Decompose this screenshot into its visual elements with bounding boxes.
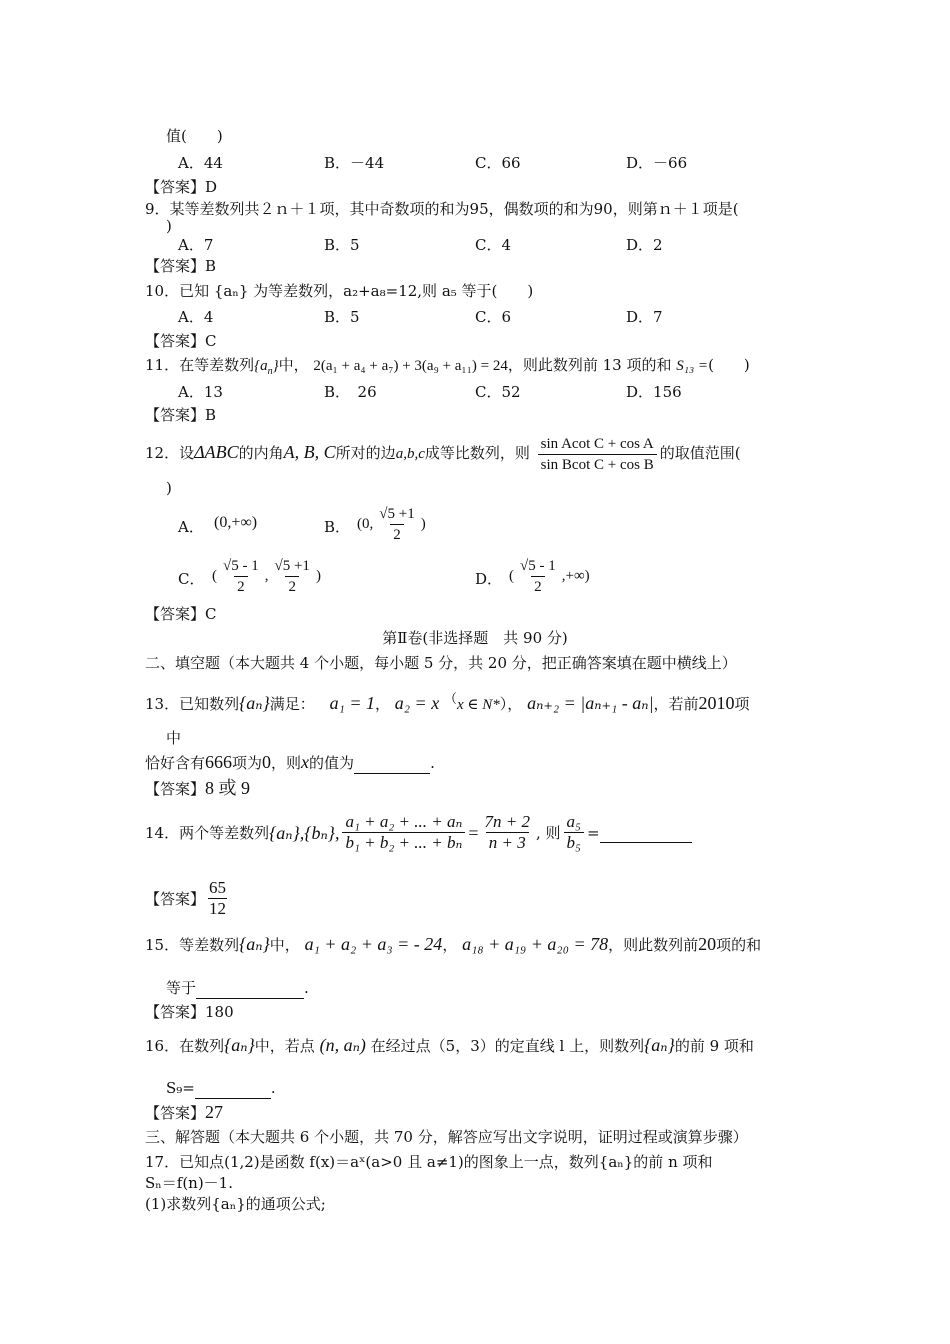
answer-value: B — [205, 406, 217, 424]
q12-option-d-fraction — [517, 556, 559, 597]
q14-t1: , 则 — [536, 823, 561, 842]
q15-t3: 项的和 — [716, 936, 762, 954]
answer-value: 8 或 9 — [205, 778, 251, 798]
q13-zero: 0 — [262, 752, 272, 772]
q12-option-a: (0,+∞) — [214, 514, 258, 531]
q13-line3 — [145, 752, 435, 774]
q17-line2: Sₙ＝f(n)－1. — [145, 1174, 233, 1192]
frac-den: 2 — [531, 576, 545, 597]
frac-num: a₁ + a₂ + ... + aₙ — [345, 812, 463, 831]
part2-title: 第Ⅱ卷(非选择题 共 90 分) — [382, 629, 568, 647]
answer-fraction — [208, 878, 227, 919]
q8-option-d: D．－66 — [626, 154, 688, 172]
answer-value: D — [205, 178, 218, 196]
q8-option-a: A．44 — [178, 154, 223, 172]
q13-t1: 满足： — [269, 695, 315, 713]
q11-option-c: C．52 — [475, 383, 521, 401]
q10-answer — [145, 331, 217, 351]
answer-label: 【答案】 — [145, 1104, 206, 1122]
q12-t3: 成等比数列，则 — [424, 444, 530, 462]
q12-option-d-post: ,+∞) — [561, 568, 590, 584]
frac-num: 7n + 2 — [484, 812, 530, 831]
q11-mid: 中， — [278, 356, 309, 374]
q12-option-c-label: C． — [178, 570, 205, 588]
q13-text: 13．已知数列{aₙ}满足： a₁ = 1， a₂ = x （x ∈ N*）， aₙ₊₂ = |aₙ₊₁ - aₙ|，若前2010项 — [145, 692, 750, 713]
q8-option-b: B．－44 — [324, 154, 385, 172]
q16-seq: {aₙ} — [224, 1035, 255, 1055]
q12-option-b-fraction — [376, 504, 417, 545]
q13-f2: a₂ = x — [394, 693, 440, 713]
q9-close: ) — [166, 217, 172, 235]
q12-option-a-label: A． — [178, 518, 204, 536]
q15-line2 — [166, 978, 309, 999]
comma: , — [264, 568, 269, 584]
q8-option-c: C．66 — [475, 154, 521, 172]
q13-l3c: ，则 — [271, 754, 302, 772]
q11-option-a: A．13 — [178, 383, 223, 401]
q16-line2 — [166, 1078, 276, 1099]
q14-answer — [145, 878, 230, 919]
frac-den: 2 — [390, 524, 404, 545]
q10-option-a: A．4 — [178, 308, 214, 326]
paren-close: ) — [315, 568, 321, 584]
q12-close: ) — [166, 479, 172, 497]
q15-n20: 20 — [698, 934, 717, 954]
q13-t2: ，若前 — [653, 695, 699, 713]
q12-numerator: sin Acot C + cos A — [540, 435, 654, 452]
q16-blank — [195, 1078, 271, 1099]
q12-option-c-fraction-2 — [271, 556, 312, 597]
q12-denominator: sin Bcot C + cos B — [538, 454, 657, 475]
q16-period: . — [270, 1079, 276, 1097]
section3-heading: 三、解答题（本大题共 6 个小题，共 70 分，解答应写出文字说明，证明过程或演算步骤） — [145, 1128, 748, 1146]
q10-option-c: C．6 — [475, 308, 512, 326]
q8-text: 值( ) — [166, 127, 223, 145]
q12-answer — [145, 604, 217, 624]
q15-period: . — [304, 979, 309, 997]
q8-answer — [145, 177, 217, 197]
q12-option-d-label: D． — [475, 570, 503, 588]
q15-blank — [196, 978, 304, 999]
q13-cond: x ∈ N* — [457, 697, 500, 713]
answer-label: 【答案】 — [145, 178, 206, 196]
frac-den: 2 — [285, 576, 299, 597]
frac-den: 2 — [234, 576, 248, 597]
q14-prefix: 14．两个等差数列 — [145, 823, 270, 842]
q13-xvar: x — [301, 752, 310, 772]
q15-seq: {aₙ} — [239, 934, 270, 954]
q12-t4: 的取值范围( — [659, 444, 741, 462]
q16-t1: 中，若点 — [254, 1037, 315, 1055]
q14-t2: = — [586, 823, 600, 842]
q15-prefix: 15．等差数列 — [145, 936, 240, 954]
q11-seq: $\{a_n\}$ — [254, 358, 279, 377]
answer-label: 【答案】 — [145, 257, 206, 275]
q14-seqs: {aₙ},{bₙ}, — [269, 822, 340, 843]
q16-t3: 的前 9 项和 — [674, 1037, 754, 1055]
answer-value: C — [205, 332, 217, 350]
q13-prefix: 13．已知数列 — [145, 695, 240, 713]
q13-f3: aₙ₊₂ = |aₙ₊₁ - aₙ| — [527, 693, 654, 713]
answer-label: 【答案】 — [145, 780, 206, 798]
frac-num: √5 +1 — [379, 506, 415, 522]
q9-option-c: C．4 — [475, 236, 512, 254]
q13-answer — [145, 778, 250, 799]
q11-suffix: ，则此数列前 13 项的和 — [507, 356, 672, 374]
q16-prefix: 16．在数列 — [145, 1037, 225, 1055]
paren-open: ( — [212, 568, 217, 584]
q15-t2: ，则此数列前 — [608, 936, 699, 954]
answer-value: B — [205, 257, 217, 275]
q12-t1: 的内角 — [238, 444, 284, 462]
answer-value: C — [205, 605, 217, 623]
q12-option-b-post: ) — [420, 516, 426, 532]
q14-blank — [600, 822, 692, 843]
q14-eq: = — [468, 822, 479, 843]
frac-den: b₅ — [564, 832, 584, 853]
q13-l3a: 恰好含有 — [145, 754, 206, 772]
q11-answer — [145, 405, 216, 425]
q12-option-c — [212, 556, 321, 597]
q13-line2: 中 — [166, 729, 182, 747]
answer-label: 【答案】 — [145, 889, 206, 908]
q10-option-b: B．5 — [324, 308, 360, 326]
paren-open: ( — [509, 568, 514, 584]
answer-label: 【答案】 — [145, 406, 206, 424]
q13-blank — [354, 753, 430, 774]
q16-point: (n, aₙ) — [319, 1035, 366, 1055]
q15-answer — [145, 1002, 234, 1022]
frac-den: 12 — [209, 899, 227, 918]
q12-fraction — [538, 434, 657, 475]
q17-line3: (1)求数列{aₙ}的通项公式; — [145, 1195, 326, 1213]
q16-l2: S₉= — [166, 1079, 195, 1097]
q12-option-d — [509, 556, 590, 597]
answer-value: 180 — [205, 1003, 234, 1021]
q13-n2010: 2010 — [698, 693, 735, 713]
q12-t2: 所对的边 — [335, 444, 396, 462]
q9-option-a: A．7 — [178, 236, 214, 254]
answer-label: 【答案】 — [145, 605, 206, 623]
section2-heading: 二、填空题（本大题共 4 个小题，每小题 5 分，共 20 分，把正确答案填在题中横线上） — [145, 654, 737, 672]
q11-prefix: 11．在等差数列 — [145, 356, 255, 374]
q12-prefix: 12．设 — [145, 444, 195, 462]
q15-l2: 等于 — [166, 979, 197, 997]
frac-den: b₁ + b₂ + ... + bₙ — [342, 832, 465, 853]
q13-n666: 666 — [205, 752, 233, 772]
q13-f1: a₁ = 1 — [329, 693, 375, 713]
q10-text: 10．已知 {aₙ} 为等差数列，a₂+a₈=12,则 a₅ 等于( ) — [145, 282, 534, 300]
q9-answer — [145, 256, 216, 276]
q12-option-b-pre: (0, — [357, 516, 374, 532]
q17-line1: 17．已知点(1,2)是函数 f(x)＝aˣ(a>0 且 a≠1)的图象上一点，数列{aₙ}的前 n 项和 — [145, 1153, 713, 1171]
q9-option-d: D．2 — [626, 236, 663, 254]
q12-option-c-fraction-1 — [220, 556, 262, 597]
frac-den: n + 3 — [486, 832, 529, 853]
q10-option-d: D．7 — [626, 308, 663, 326]
q9-text: 9．某等差数列共２ｎ＋１项，其中奇数项的和为95，偶数项的和为90，则第ｎ＋１项是( — [145, 200, 739, 218]
q13-l3b: 项为 — [232, 754, 263, 772]
q11-sum: S₁₃ = — [676, 358, 709, 374]
q16-t2: 在经过点（5，3）的定直线 l 上，则数列 — [370, 1037, 645, 1055]
q12-angles: A, B, C — [283, 442, 336, 462]
answer-value: 27 — [205, 1102, 224, 1122]
q12-triangle: ΔABC — [194, 442, 239, 462]
q11-formula: 2(a₁ + a₄ + a₇) + 3(a₉ + a₁₁) = 24 — [313, 358, 508, 374]
q12-option-b-label: B． — [324, 518, 351, 536]
frac-num: √5 - 1 — [520, 558, 556, 574]
frac-num: √5 +1 — [274, 558, 310, 574]
q11-option-d: D．156 — [626, 383, 682, 401]
q12-text — [145, 430, 741, 476]
q13-seq: {aₙ} — [239, 693, 270, 713]
q12-sides: a,b,c — [395, 446, 425, 462]
q14-ratio — [482, 812, 533, 853]
q12-option-b — [357, 504, 426, 545]
q13-t3: 项 — [734, 695, 750, 713]
q15-text: 15．等差数列{aₙ}中， a₁ + a₂ + a₃ = - 24， a₁₈ + a₁₉ + a₂₀ = 78，则此数列前20项的和 — [145, 934, 762, 954]
q14-fraction — [342, 812, 465, 853]
frac-num: 65 — [209, 878, 227, 897]
q14-target — [564, 812, 584, 853]
q11-option-b: B． 26 — [324, 383, 377, 401]
answer-label: 【答案】 — [145, 1003, 206, 1021]
q9-option-b: B．5 — [324, 236, 360, 254]
q16-text — [145, 1028, 754, 1063]
answer-label: 【答案】 — [145, 332, 206, 350]
frac-num: a₅ — [566, 812, 581, 831]
q14-text — [145, 812, 692, 853]
q15-t1: 中， — [269, 936, 300, 954]
q15-f2: a₁₈ + a₁₉ + a₂₀ = 78 — [462, 934, 609, 954]
q15-f1: a₁ + a₂ + a₃ = - 24 — [304, 934, 443, 954]
q13-l3d: 的值为 — [309, 754, 355, 772]
q16-seq-2: {aₙ} — [644, 1035, 675, 1055]
q11-text — [145, 355, 750, 382]
q16-answer — [145, 1102, 223, 1123]
q13-period: . — [430, 754, 435, 772]
frac-num: √5 - 1 — [223, 558, 259, 574]
q11-paren: ( ) — [708, 356, 750, 374]
